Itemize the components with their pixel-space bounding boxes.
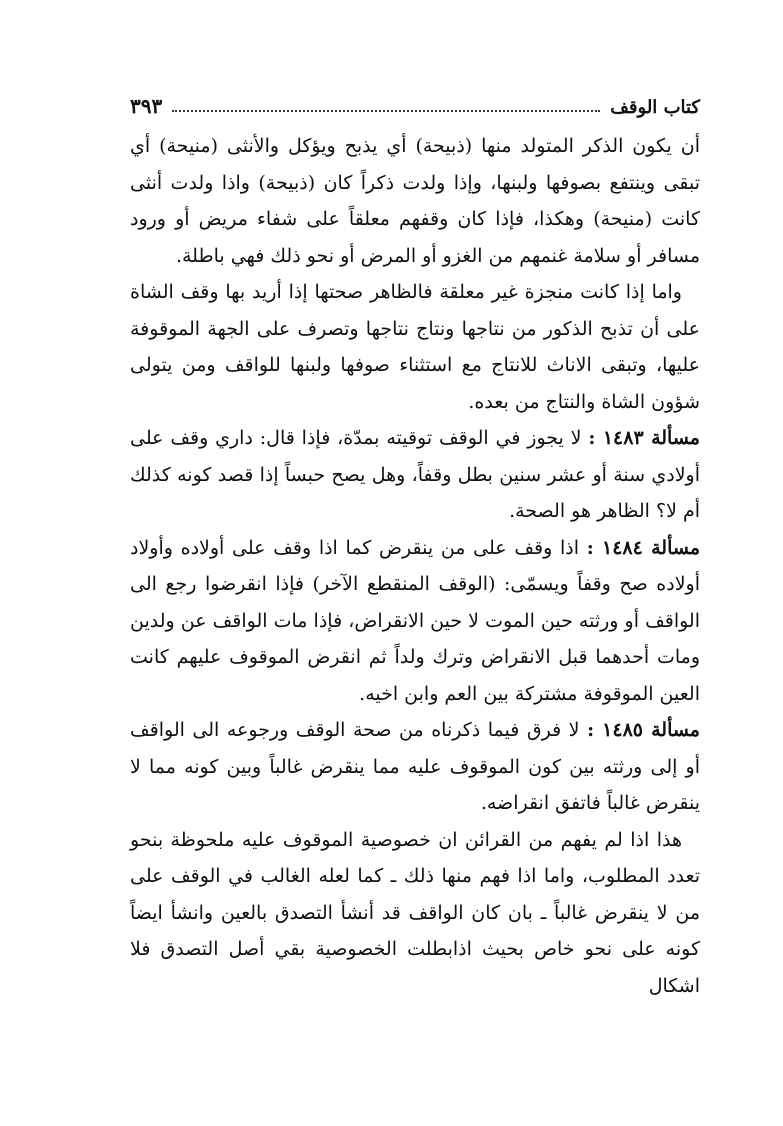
header-leader-dots	[172, 110, 600, 112]
issue-label: مسألة ١٤٨٥ :	[587, 719, 700, 741]
issue-text: لا يجوز في الوقف توقيته بمدّة، فإذا قال: داري وقف على أولادي سنة أو عشر سنين بطل وقفاً، وهل يصح حبساً إذا قصد كونه كذلك أم لا؟ الظاهر هو الصحة.	[130, 427, 700, 522]
paragraph-2: واما إذا كانت منجزة غير معلقة فالظاهر صحتها إذا أريد بها وقف الشاة على أن تذبح الذكور من نتاجها ونتاج نتاجها وتصرف على الجهة الموقوفة عليها، وتبقى الاناث للانتاج مع استثناء صوفها ولبنها للواقف ومن يتولى شؤون الشاة والنتاج من بعده.	[130, 281, 700, 413]
header-title: كتاب الوقف	[610, 97, 700, 118]
running-header	[130, 88, 700, 118]
issue-text: لا فرق فيما ذكرناه من صحة الوقف ورجوعه الى الواقف أو إلى ورثته بين كون الموقوف عليه مما ينقرض غالباً وبين كونه مما لا ينقرض غالباً فاتفق انقراضه.	[130, 719, 700, 814]
page-number: ٣٩٣	[130, 94, 163, 118]
page	[130, 88, 700, 1004]
issue-1485	[130, 712, 700, 822]
closing-paragraph: هذا اذا لم يفهم من القرائن ان خصوصية الموقوف عليه ملحوظة بنحو تعدد المطلوب، واما اذا فهم منها ذلك ـ كما لعله الغالب في الوقف على من لا ينقرض غالباً ـ بان كان الواقف قد أنشأ التصدق بالعين وانشأ ايضاً كونه على نحو خاص بحيث اذابطلت الخصوصية بقي أصل التصدق فلا اشكال	[130, 828, 700, 997]
issue-text: اذا وقف على من ينقرض كما اذا وقف على أولاده وأولاد أولاده صح وقفاً ويسمّى: (الوقف المنقطع الآخر) فإذا انقرضوا رجع الى الواقف أو ورثته حين الموت لا حين الانقراض، فإذا مات الواقف عن ولدين ومات أحدهما قبل الانقراض وترك ولداً ثم انقرض الموقوف عليهم كانت العين الموقوفة مشتركة بين العم وابن اخيه.	[130, 536, 700, 705]
issue-1483	[130, 420, 700, 530]
issue-label: مسألة ١٤٨٣ :	[588, 427, 700, 449]
issue-label: مسألة ١٤٨٤ :	[586, 536, 700, 559]
issue-1484	[130, 530, 700, 713]
paragraph-1: أن يكون الذكر المتولد منها (ذبيحة) أي يذبح ويؤكل والأنثى (منيحة) أي تبقى وينتفع بصوفها ولبنها، وإذا ولدت ذكراً كان (ذبيحة) واذا ولدت أنثى كانت (منيحة) وهكذا، فإذا كان وقفهم معلقاً على شفاء مريض أو ورود مسافر أو سلامة غنمهم من الغزو أو المرض أو نحو ذلك فهي باطلة.	[130, 135, 700, 267]
